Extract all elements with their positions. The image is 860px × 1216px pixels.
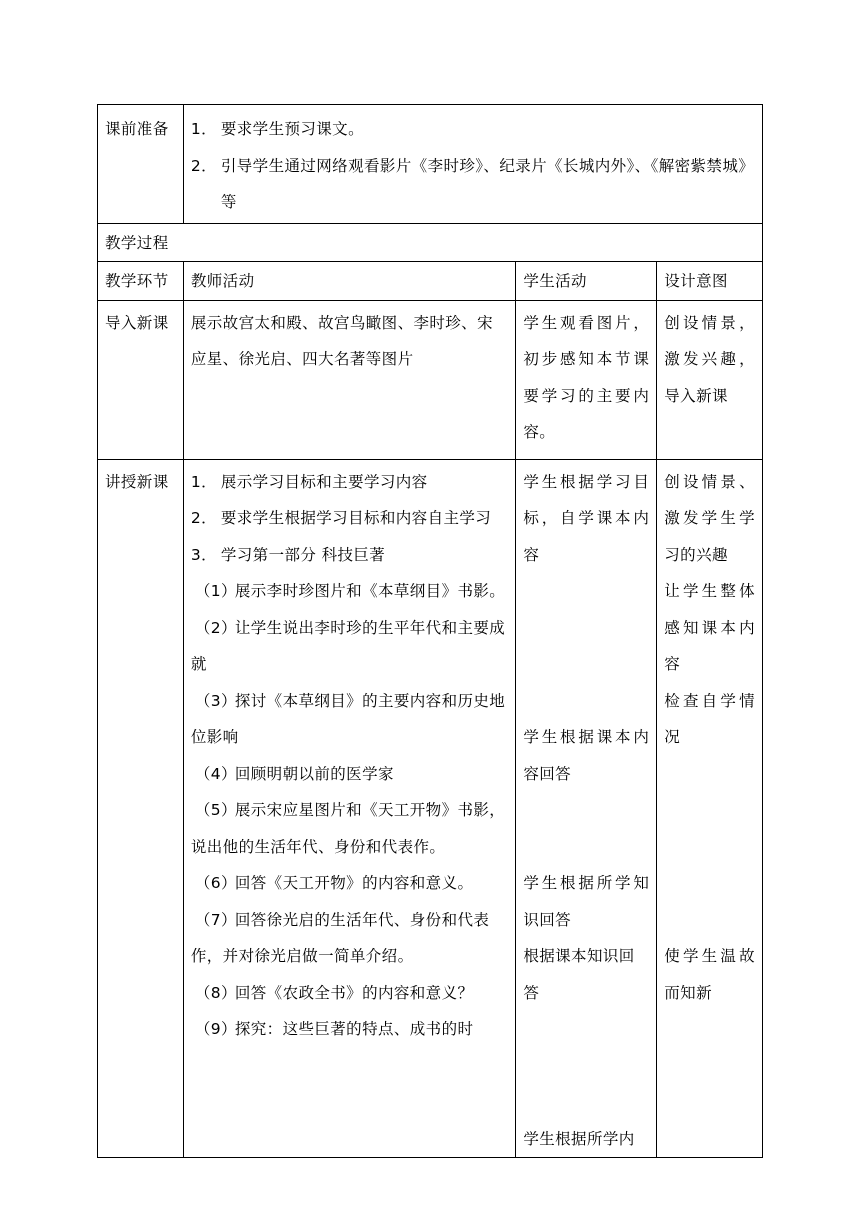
teacher-subitem: （4）回顾明朝以前的医学家 (194, 764, 394, 783)
header-teacher: 教师活动 (183, 262, 515, 301)
teacher-subitem: （5）展示宋应星图片和《天工开物》书影，说出他的生活年代、身份和代表作。 (190, 801, 506, 856)
teach-stage: 讲授新课 (98, 459, 184, 1158)
intro-stage: 导入新课 (98, 300, 184, 459)
student-note: 学生根据所学知识回答 (523, 874, 650, 929)
intro-student: 学生观看图片，初步感知本节课要学习的主要内容。 (516, 300, 657, 459)
prep-item: 2． 引导学生通过网络观看影片《李时珍》、纪录片《长城内外》、《解密紫禁城》等 (190, 156, 755, 211)
process-title: 教学过程 (105, 233, 169, 252)
teach-teacher (183, 459, 515, 1158)
student-note: 学生根据学习目标，自学课本内容 (523, 472, 650, 564)
prep-item: 1． 要求学生预习课文。 (190, 120, 364, 138)
teacher-item: 3． 学习第一部分 科技巨著 (190, 545, 386, 564)
teacher-item: 2． 要求学生根据学习目标和内容自主学习 (190, 509, 492, 527)
teach-student (516, 459, 657, 1158)
student-note: 根据课本知识回答 (523, 947, 635, 1002)
prep-label: 课前准备 (105, 120, 169, 138)
student-note: 学生根据所学内 (523, 1129, 635, 1148)
prep-row (98, 105, 763, 224)
prep-label-cell (98, 105, 184, 224)
header-stage: 教学环节 (98, 262, 184, 301)
intent-note: 检查自学情况 (664, 691, 755, 746)
teacher-item: 1． 展示学习目标和主要学习内容 (190, 472, 428, 491)
lesson-plan-table (97, 104, 763, 1158)
teacher-subitem: （7）回答徐光启的生活年代、身份和代表作，并对徐光启做一简单介绍。 (190, 910, 490, 965)
header-student: 学生活动 (516, 262, 657, 301)
prep-content-cell (183, 105, 762, 224)
intent-note: 使学生温故而知新 (664, 947, 755, 1002)
process-title-cell (98, 223, 763, 262)
student-note: 学生根据课本内容回答 (523, 728, 650, 783)
intent-note: 创设情景、激发学生学习的兴趣 (664, 472, 755, 564)
intent-note: 让学生整体感知课本内容 (664, 582, 755, 673)
teacher-subitem: （9）探究：这些巨著的特点、成书的时 (194, 1020, 474, 1038)
teach-intent (657, 459, 763, 1158)
header-intent: 设计意图 (657, 262, 763, 301)
teach-row (98, 459, 763, 1158)
intro-row (98, 300, 763, 459)
teacher-subitem: （8）回答《农政全书》的内容和意义？ (194, 983, 474, 1002)
teacher-subitem: （1）展示李时珍图片和《本草纲目》书影。 (194, 582, 506, 600)
teacher-subitem: （2）让学生说出李时珍的生平年代和主要成就 (190, 618, 506, 673)
teacher-subitem: （3）探讨《本草纲目》的主要内容和历史地位影响 (190, 691, 506, 746)
intro-intent: 创设情景，激发兴趣，导入新课 (657, 300, 763, 459)
process-title-row (98, 223, 763, 262)
teacher-subitem: （6）回答《天工开物》的内容和意义。 (194, 874, 474, 892)
intro-teacher: 展示故宫太和殿、故宫鸟瞰图、李时珍、宋应星、徐光启、四大名著等图片 (183, 300, 515, 459)
header-row (98, 262, 763, 301)
